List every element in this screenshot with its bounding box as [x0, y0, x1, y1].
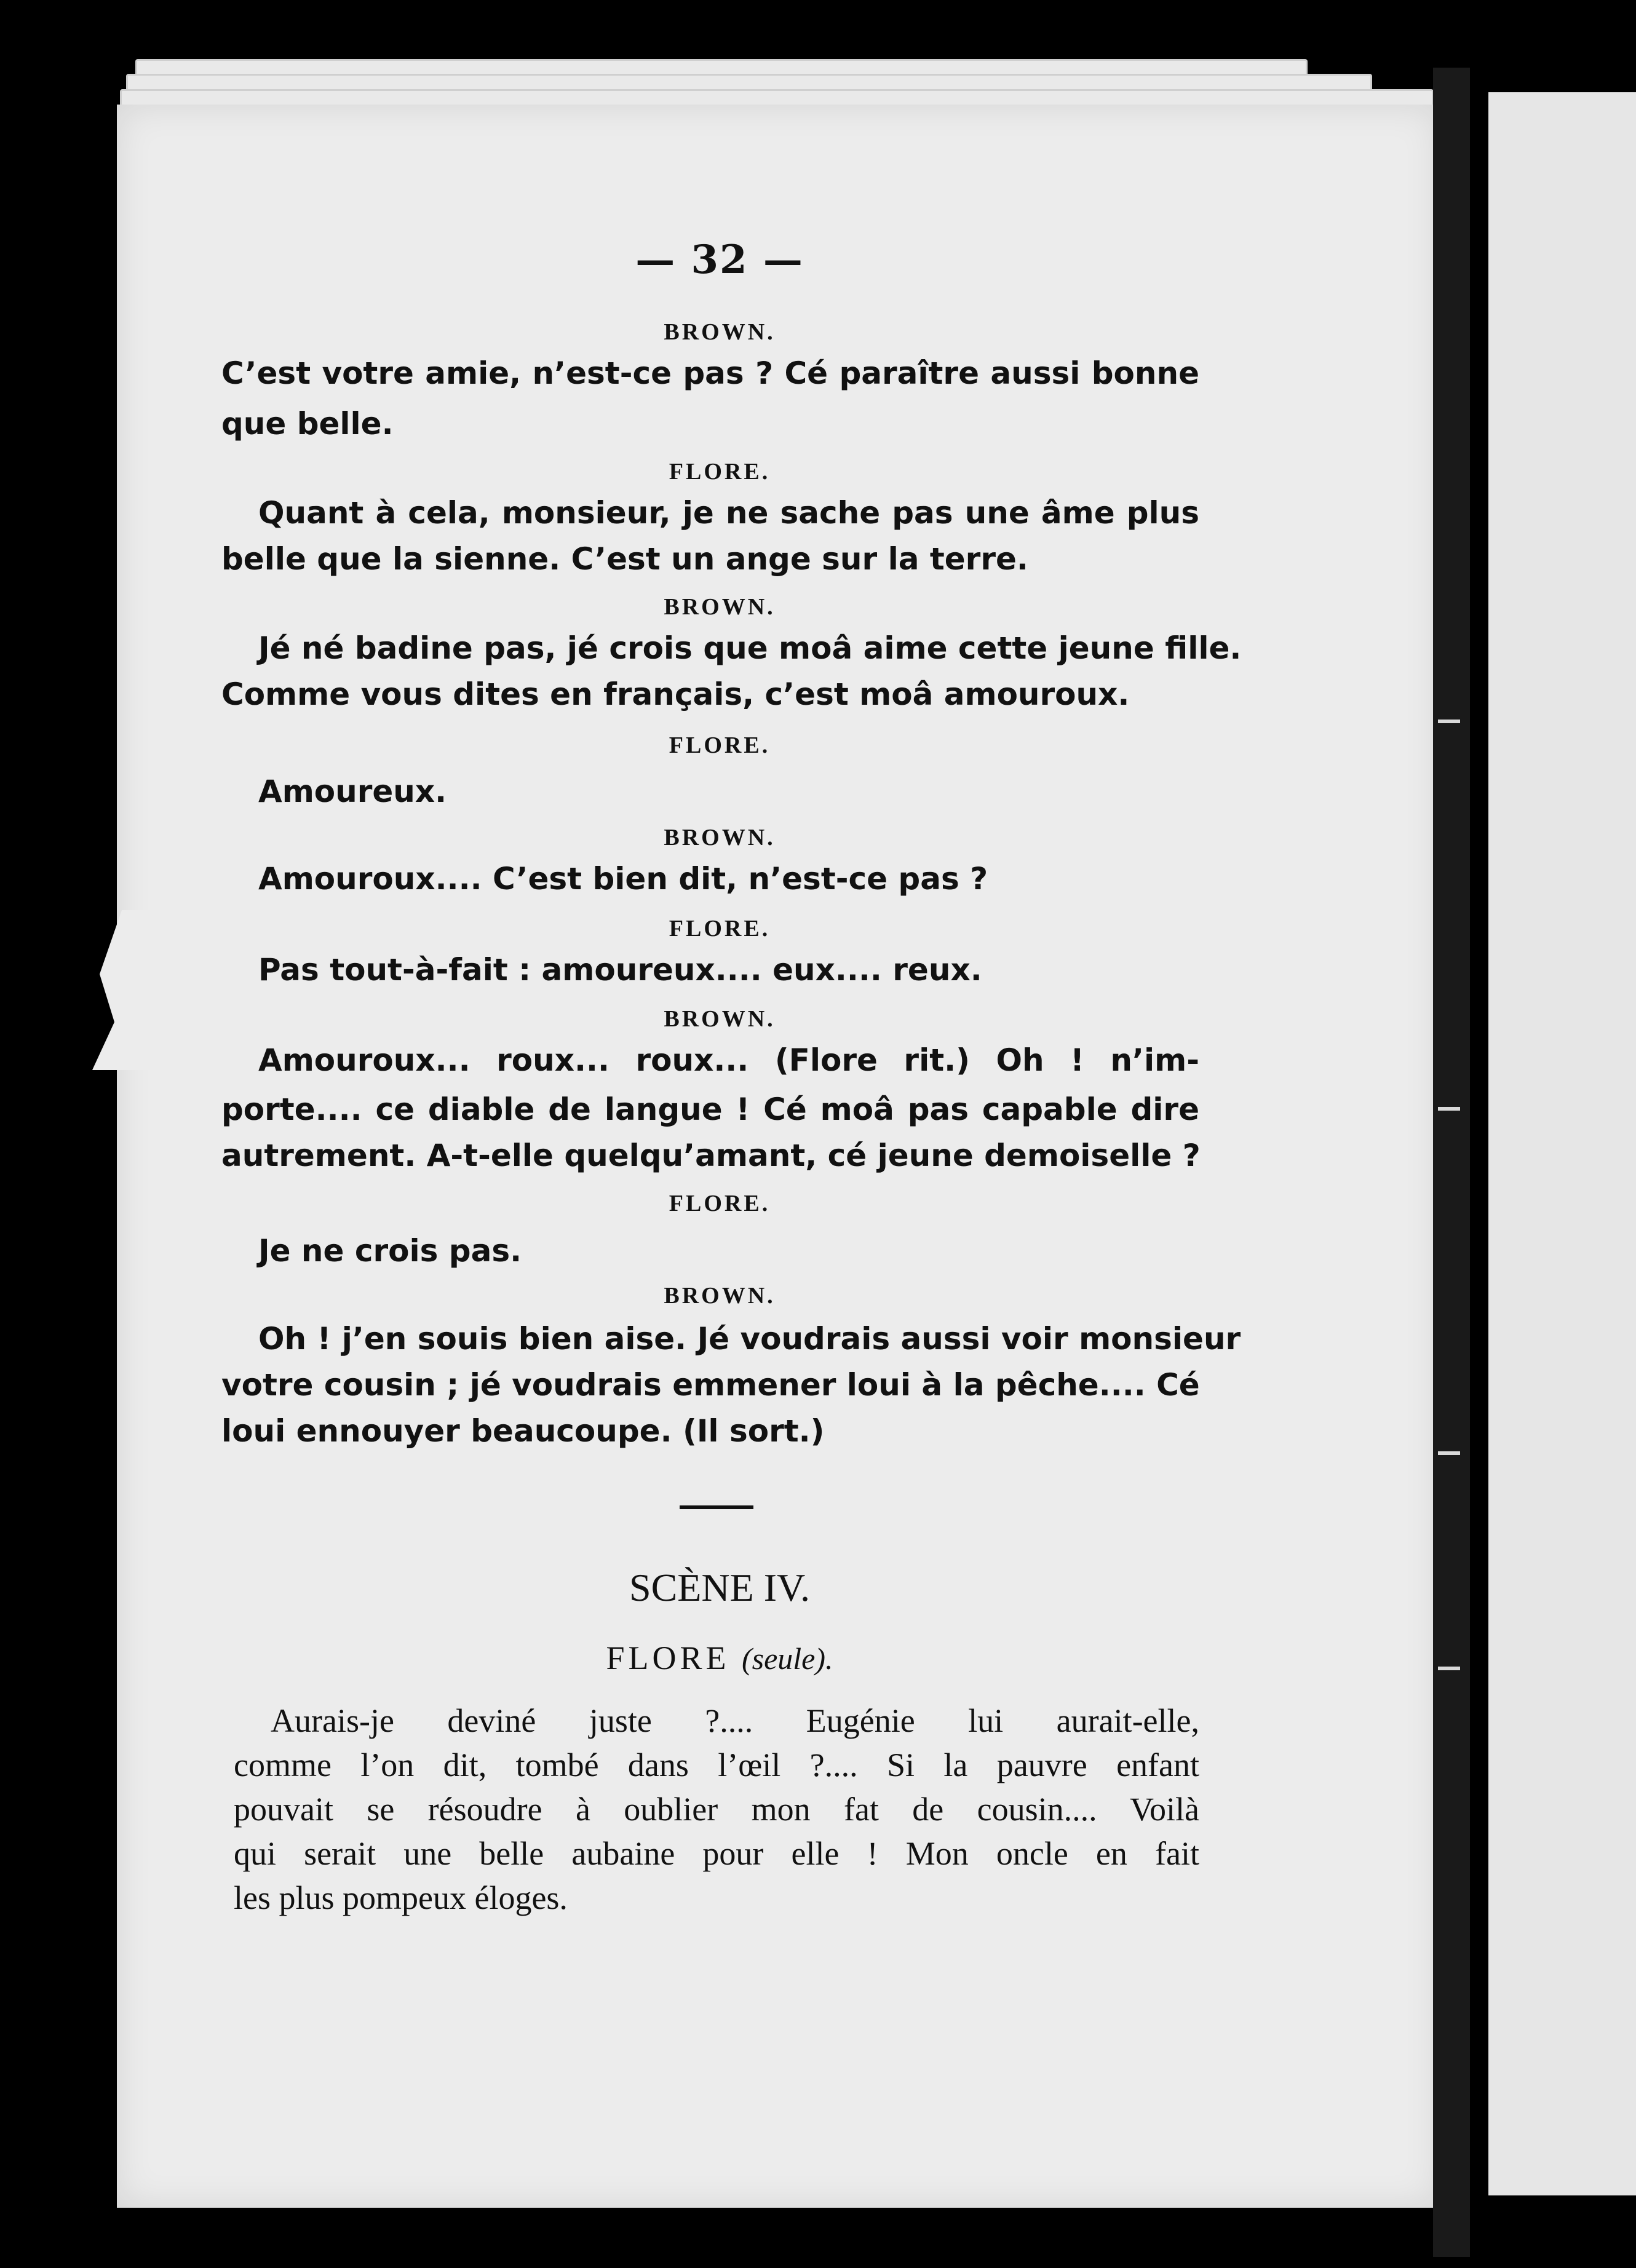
stitch-mark [1438, 1107, 1460, 1111]
monologue-line: Aurais-je deviné juste ?.... Eugénie lui aurait-elle, [271, 1702, 1199, 1739]
scene-title: SCÈNE IV. [629, 1566, 810, 1609]
section-divider [680, 1505, 753, 1509]
dialogue-line: que belle. [221, 406, 394, 442]
monologue-line: pouvait se résoudre à oublier mon fat de cousin.... Voilà [234, 1791, 1199, 1828]
dialogue-line: Pas tout-à-fait : amoureux.... eux.... reux. [258, 952, 982, 988]
monologue-line: les plus pompeux éloges. [234, 1879, 568, 1916]
speaker-name: FLORE. [669, 916, 771, 942]
dialogue-line: Amouroux.... C’est bien dit, n’est-ce pas ? [258, 861, 988, 897]
dialogue-line: Je ne crois pas. [258, 1233, 522, 1269]
page-number: — 32 — [635, 237, 804, 283]
dialogue-line: C’est votre amie, n’est-ce pas ? Cé paraître aussi bonne [221, 355, 1199, 391]
book-spine [1433, 68, 1470, 2257]
dialogue-line: belle que la sienne. C’est un ange sur la terre. [221, 541, 1028, 577]
speaker-name: BROWN. [664, 1006, 776, 1032]
scene-character-note: (seule). [741, 1641, 833, 1676]
speaker-name: FLORE. [669, 1191, 771, 1216]
speaker-name: BROWN. [664, 1283, 776, 1309]
speaker-name: FLORE. [669, 459, 771, 485]
speaker-name: BROWN. [664, 825, 776, 850]
dialogue-line: Amouroux... roux... roux... (Flore rit.) Oh ! n’im- [258, 1042, 1199, 1078]
dialogue-line: Comme vous dites en français, c’est moâ amouroux. [221, 676, 1130, 712]
facing-page [1488, 92, 1636, 2195]
dialogue-line: Jé né badine pas, jé crois que moâ aime cette jeune fille. [258, 630, 1242, 666]
dialogue-line: Quant à cela, monsieur, je ne sache pas une âme plus [258, 495, 1199, 531]
monologue-line: comme l’on dit, tombé dans l’œil ?.... Si la pauvre enfant [234, 1747, 1199, 1783]
dialogue-line: porte.... ce diable de langue ! Cé moâ pas capable dire [221, 1092, 1199, 1127]
stitch-mark [1438, 1451, 1460, 1455]
dialogue-line: votre cousin ; jé voudrais emmener loui à la pêche.... Cé [221, 1367, 1200, 1403]
speaker-name: FLORE. [669, 732, 771, 758]
dialogue-line: autrement. A-t-elle quelqu’amant, cé jeune demoiselle ? [221, 1138, 1201, 1173]
scene-character-name: FLORE [606, 1640, 730, 1676]
monologue-line: qui serait une belle aubaine pour elle ! Mon oncle en fait [234, 1835, 1199, 1872]
stitch-mark [1438, 1667, 1460, 1670]
speaker-name: BROWN. [664, 594, 776, 620]
scene-character [105, 1639, 1335, 1677]
dialogue-line: Oh ! j’en souis bien aise. Jé voudrais aussi voir monsieur [258, 1321, 1241, 1357]
monologue [234, 1699, 1199, 1920]
stitch-mark [1438, 720, 1460, 723]
speaker-name: BROWN. [664, 319, 776, 345]
dialogue-line: loui ennouyer beaucoupe. (Il sort.) [221, 1413, 825, 1449]
dialogue-line: Amoureux. [258, 774, 447, 809]
